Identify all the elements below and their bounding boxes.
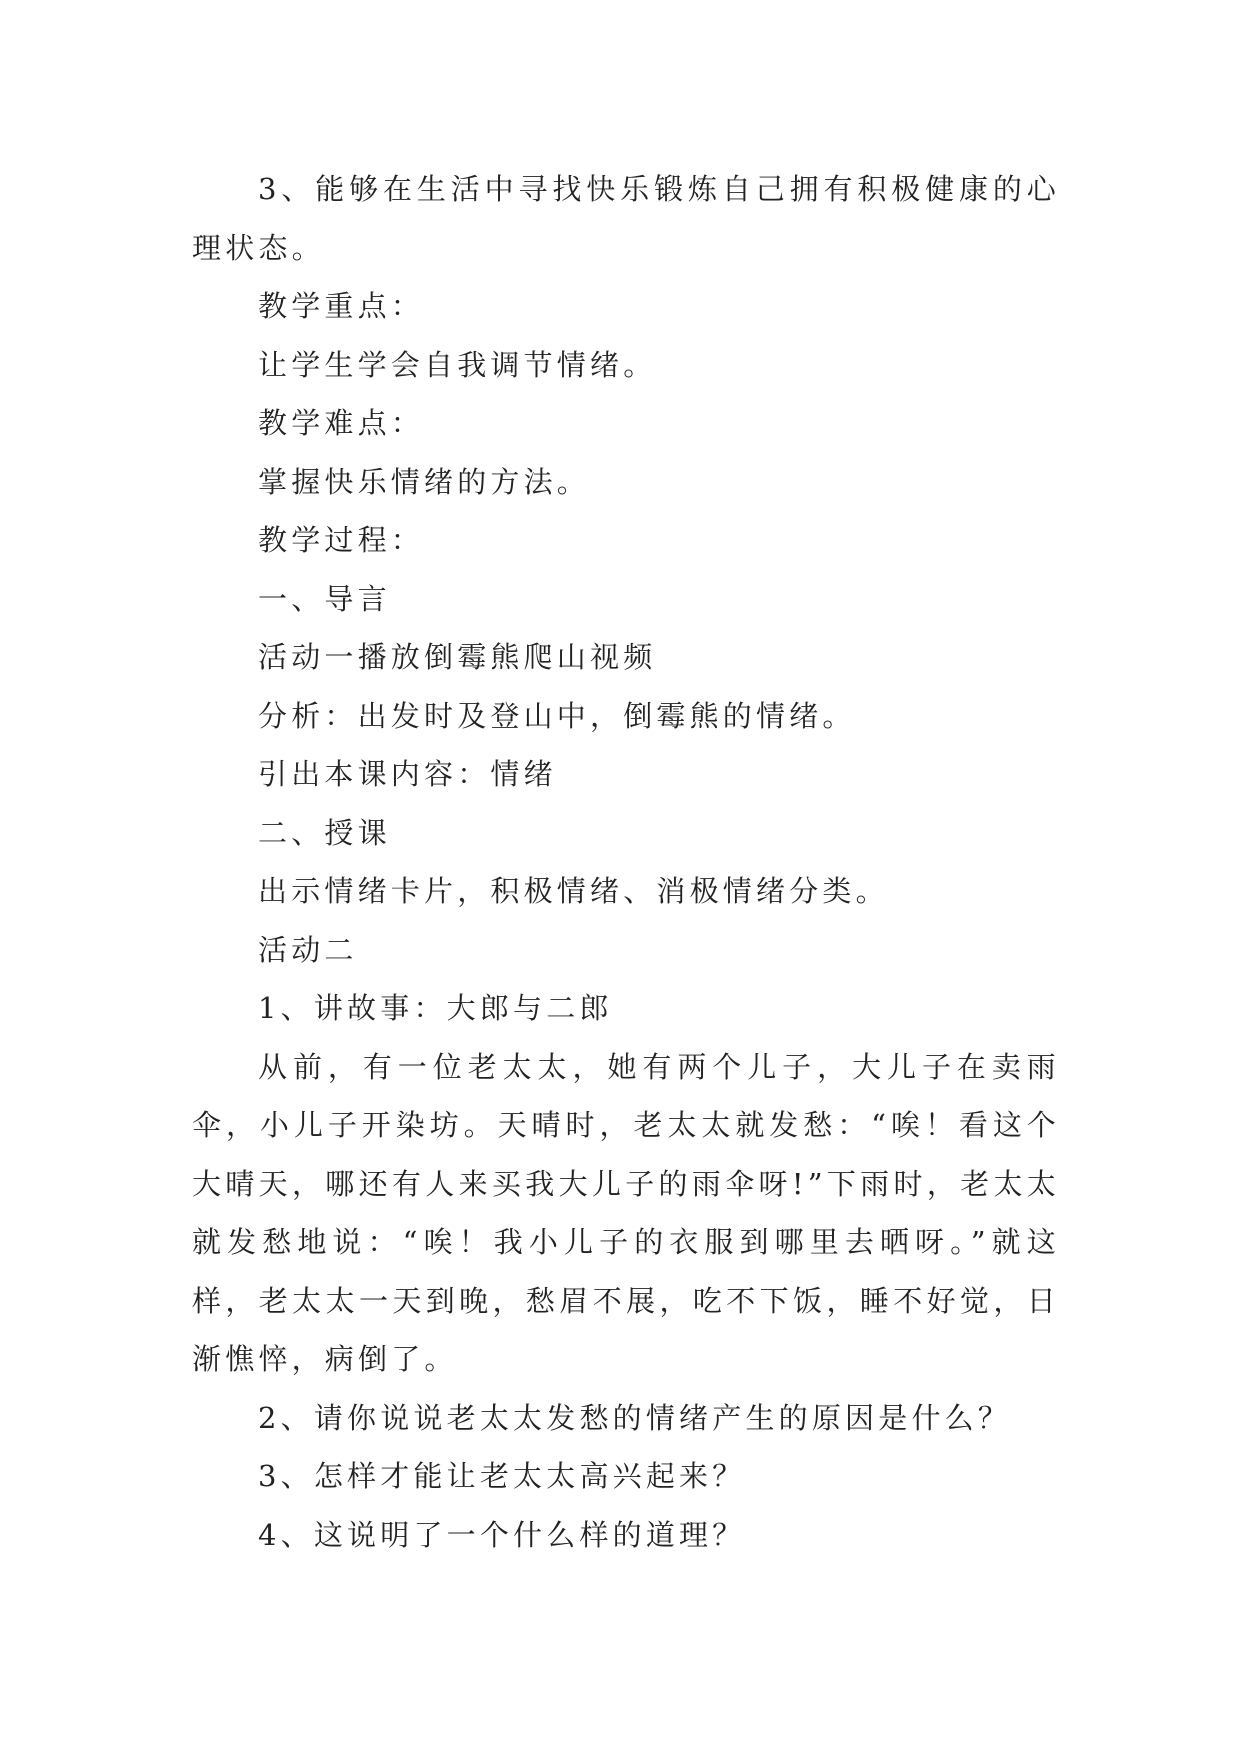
question-4: 4、这说明了一个什么样的道理？ — [258, 1517, 746, 1552]
teaching-process-heading: 教学过程： — [258, 523, 425, 557]
story-title: 1、讲故事：大郎与二郎 — [258, 991, 613, 1025]
analysis-text: 分析：出发时及登山中，倒霉熊的情绪。 — [258, 698, 856, 733]
objective-3: 3、能够在生活中寻找快乐锻炼自己拥有积极健康的心理状态。 — [192, 172, 1060, 265]
section-lecture: 二、授课 — [258, 815, 391, 850]
teaching-difficulty-text: 掌握快乐情绪的方法。 — [258, 464, 591, 499]
story-body: 从前，有一位老太太，她有两个儿子，大儿子在卖雨伞，小儿子开染坊。天晴时，老太太就发愁：“唉！看这个大晴天，哪还有人来买我大儿子的雨伞呀!”下雨时，老太太就发愁地说：“唉！我小儿子的衣服到哪里去晒呀。”就这样，老太太一天到晚，愁眉不展，吃不下饭，睡不好觉，日渐憔悴，病倒了。 — [192, 1049, 1060, 1376]
teaching-focus-heading: 教学重点： — [258, 289, 425, 323]
emotion-cards-text: 出示情绪卡片，积极情绪、消极情绪分类。 — [258, 874, 889, 908]
activity-one: 活动一播放倒霉熊爬山视频 — [258, 640, 657, 674]
document-body — [192, 160, 1060, 1564]
question-3: 3、怎样才能让老太太高兴起来？ — [258, 1459, 746, 1493]
teaching-focus-text: 让学生学会自我调节情绪。 — [258, 347, 657, 382]
section-introduction: 一、导言 — [258, 581, 391, 616]
question-2: 2、请你说说老太太发愁的情绪产生的原因是什么？ — [258, 1400, 1012, 1435]
lesson-topic: 引出本课内容：情绪 — [258, 757, 557, 791]
activity-two: 活动二 — [258, 932, 358, 967]
teaching-difficulty-heading: 教学难点： — [258, 406, 425, 440]
